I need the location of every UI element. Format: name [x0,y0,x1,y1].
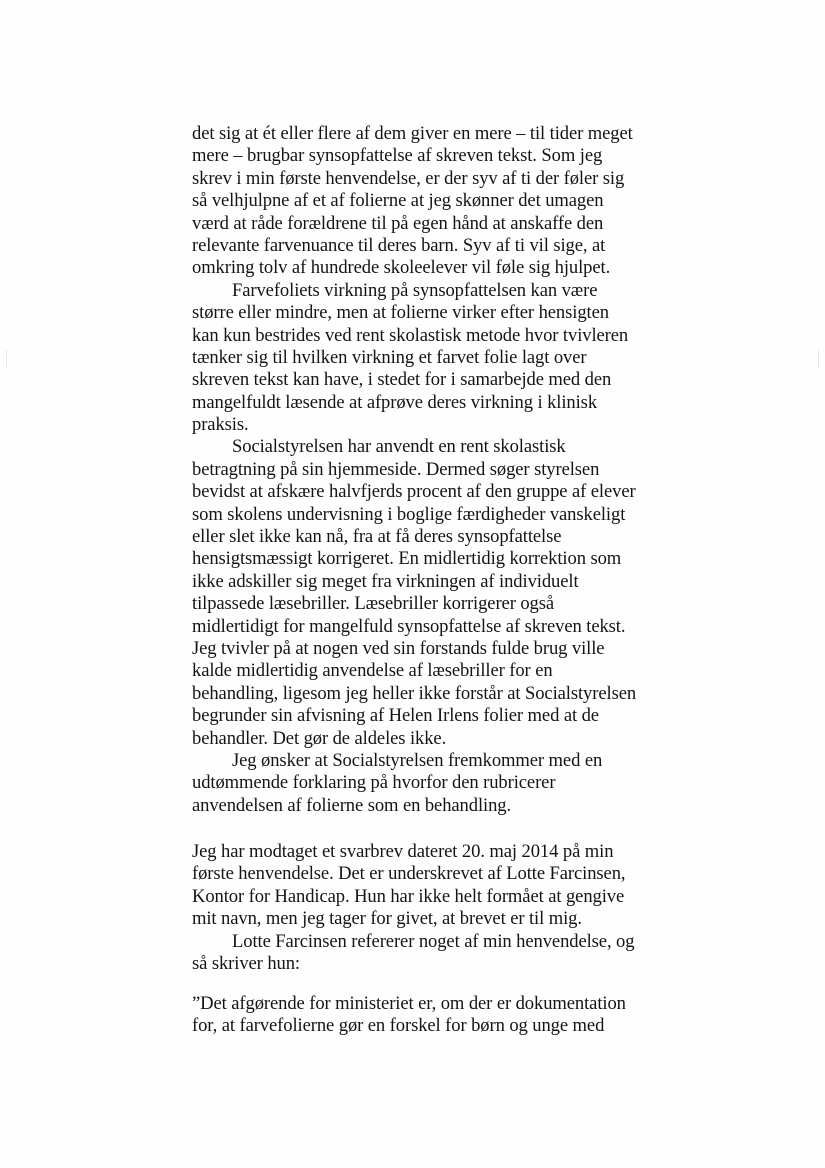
text-line: ikke adskiller sig meget fra virkningen af individuelt [192,570,579,592]
text-line: tænker sig til hvilken virkning et farvet folie lagt over [192,346,587,368]
paragraph-group-2 [192,841,672,975]
text-line: Lotte Farcinsen refererer noget af min henvendelse, og [232,930,635,952]
text-line: behandling, ligesom jeg heller ikke forstår at Socialstyrelsen [192,682,637,704]
text-line: kan kun bestrides ved rent skolastisk metode hvor tvivleren [192,324,629,346]
text-line: eller slet ikke kan nå, fra at få deres synsopfattelse [192,526,562,548]
text-line: begrunder sin afvisning af Helen Irlens folier med at de [192,705,599,727]
text-line: så skriver hun: [192,952,300,974]
text-line: ”Det afgørende for ministeriet er, om der er dokumentation [192,993,626,1014]
scan-edge-mark-right [818,350,819,368]
text-line: Kontor for Handicap. Hun har ikke helt formået at gengive [192,885,625,907]
text-line: værd at råde forældrene til på egen hånd at anskaffe den [192,212,604,234]
text-line: relevante farvenuance til deres barn. Syv af ti vil sige, at [192,234,606,256]
text-line: Socialstyrelsen har anvendt en rent skolastisk [232,436,566,458]
text-line: skreven tekst kan have, i stedet for i samarbejde med den [192,369,612,391]
paragraph-group-1 [192,123,672,817]
text-line: udtømmende forklaring på hvorfor den rubricerer [192,772,556,794]
text-line: mere – brugbar synsopfattelse af skreven tekst. Som jeg [192,145,603,167]
text-line: mit navn, men jeg tager for givet, at brevet er til mig. [192,908,582,930]
text-line: anvendelsen af folierne som en behandling. [192,794,512,816]
paragraph-group-3 [192,993,672,1038]
text-line: bevidst at afskære halvfjerds procent af den gruppe af elever [192,481,636,503]
text-line: Jeg tvivler på at nogen ved sin forstands fulde brug ville [192,637,605,659]
text-line: hensigtsmæssigt korrigeret. En midlertidig korrektion som [192,548,622,570]
text-line: mangelfuldt læsende at afprøve deres virkning i klinisk [192,391,598,413]
text-line: tilpassede læsebriller. Læsebriller korrigerer også [192,593,555,615]
text-line: midlertidigt for mangelfuld synsopfattelse af skreven tekst. [192,615,626,637]
text-line: kalde midlertidig anvendelse af læsebriller for en [192,660,553,682]
text-line: Jeg ønsker at Socialstyrelsen fremkommer med en [232,749,603,771]
text-line: Farvefoliets virkning på synsopfattelsen kan være [232,279,598,301]
text-line: praksis. [192,414,249,436]
text-line: omkring tolv af hundrede skoleelever vil føle sig hjulpet. [192,257,611,279]
text-line: for, at farvefolierne gør en forskel for børn og unge med [192,1015,605,1037]
text-line: betragtning på sin hjemmeside. Dermed søger styrelsen [192,458,600,480]
text-line: det sig at ét eller flere af dem giver en mere – til tider meget [192,123,633,144]
text-line: første henvendelse. Det er underskrevet af Lotte Farcinsen, [192,863,626,885]
text-line: behandler. Det gør de aldeles ikke. [192,727,447,749]
scan-edge-mark-left [6,350,7,368]
text-line: så velhjulpne af et af folierne at jeg skønner det umagen [192,190,604,212]
text-line: som skolens undervisning i boglige færdigheder vanskeligt [192,503,626,525]
text-line: skrev i min første henvendelse, er der syv af ti der føler sig [192,167,625,189]
text-line: større eller mindre, men at folierne virker efter hensigten [192,302,609,324]
text-line: Jeg har modtaget et svarbrev dateret 20. maj 2014 på min [192,841,614,862]
